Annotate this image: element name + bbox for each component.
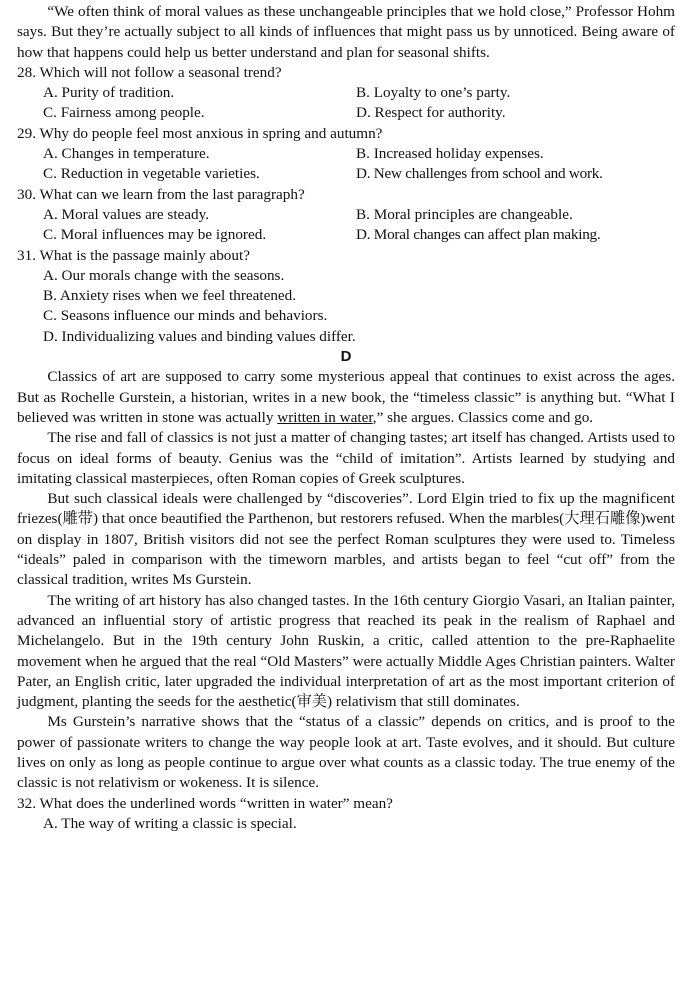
question-30 xyxy=(17,185,675,246)
paragraph-1-text-before: Classics of art are supposed to carry some mysterious appeal that continues to exist across the ages. But as Rochelle Gurstein, a historian, writes in a new book, the “timeless classic” is anything but. “What I believed was written in stone was actually xyxy=(17,368,675,426)
option-31-d: D. Individualizing values and binding values differ. xyxy=(43,327,356,345)
question-28 xyxy=(17,63,675,124)
option-28-b: B. Loyalty to one’s party. xyxy=(356,84,511,102)
question-28-stem: 28. Which will not follow a seasonal trend? xyxy=(17,63,282,81)
option-31-c: C. Seasons influence our minds and behaviors. xyxy=(43,307,328,325)
section-d-heading: D xyxy=(340,348,352,366)
option-29-b: B. Increased holiday expenses. xyxy=(356,145,544,163)
question-30-stem: 30. What can we learn from the last paragraph? xyxy=(17,185,305,203)
option-28-a: A. Purity of tradition. xyxy=(43,84,175,102)
question-32 xyxy=(17,794,675,835)
option-29-c: C. Reduction in vegetable varieties. xyxy=(43,165,260,183)
section-d-paragraph-5: Ms Gurstein’s narrative shows that the “status of a classic” depends on critics, and is proof to the power of passionate writers to change the way people look at art. Taste evolves, and it should. But culture lives on only as long as people continue to argue over what counts as a classic today. The true enemy of the classic is not relativism or wokeness. It is silence. xyxy=(17,713,675,792)
section-d-paragraph-2: The rise and fall of classics is not just a matter of changing tastes; art itself has changed. Artists used to focus on ideal forms of beauty. Genius was the “child of imitation”. Artists learned by studying and imitating classical masterpieces, often Roman copies of Greek sculptures. xyxy=(17,429,675,487)
option-31-a: A. Our morals change with the seasons. xyxy=(43,266,285,284)
option-31-b: B. Anxiety rises when we feel threatened. xyxy=(43,287,297,305)
question-29-stem: 29. Why do people feel most anxious in spring and autumn? xyxy=(17,124,383,142)
paragraph-1-text-after: ,” she argues. Classics come and go. xyxy=(372,408,594,426)
option-28-c: C. Fairness among people. xyxy=(43,104,205,122)
underlined-phrase: written in water xyxy=(277,408,373,426)
option-29-d: D. New challenges from school and work. xyxy=(356,165,603,183)
question-31-stem: 31. What is the passage mainly about? xyxy=(17,246,250,264)
option-29-a: A. Changes in temperature. xyxy=(43,145,210,163)
passage-c-closing-paragraph: “We often think of moral values as these unchangeable principles that we hold close,” Professor Hohm says. But they’re actually subject to all kinds of influences that might pass us by unnoticed. Being aware of how that happens could help us better understand and plan for seasonal shifts. xyxy=(17,3,675,61)
option-30-b: B. Moral principles are changeable. xyxy=(356,205,573,223)
section-d-paragraph-3: But such classical ideals were challenged by “discoveries”. Lord Elgin tried to fix up the magnificent friezes(雕带) that once beautified the Parthenon, but restorers refused. When the marbles(大理石雕像)went on display in 1807, British visitors did not see the perfect Roman sculptures they were used to. Timeless “ideals” paled in comparison with the timeworn marbles, and artists began to feel “cut off” from the classical tradition, writes Ms Gurstein. xyxy=(17,490,675,589)
question-31 xyxy=(17,246,675,347)
question-32-stem: 32. What does the underlined words “written in water” mean? xyxy=(17,794,393,812)
option-32-a: A. The way of writing a classic is special. xyxy=(43,814,297,832)
option-30-a: A. Moral values are steady. xyxy=(43,205,210,223)
option-28-d: D. Respect for authority. xyxy=(356,104,506,122)
option-30-d: D. Moral changes can affect plan making. xyxy=(356,226,601,244)
exam-page xyxy=(17,2,675,834)
section-d-paragraph-1 xyxy=(17,367,675,428)
section-d-paragraph-4: The writing of art history has also changed tastes. In the 16th century Giorgio Vasari, an Italian painter, advanced an influential story of artistic progress that reached its peak in the realism of Raphael and Michelangelo. But in the 19th century John Ruskin, a critic, called attention to the pre-Raphaelite movement when he argued that the real “Old Masters” were actually Middle Ages Christian painters. Walter Pater, an English critic, later upgraded the individual interpretation of art as the most important criterion of judgment, planting the seeds for the aesthetic(审美) relativism that still dominates. xyxy=(17,591,675,711)
option-30-c: C. Moral influences may be ignored. xyxy=(43,226,267,244)
question-29 xyxy=(17,124,675,185)
